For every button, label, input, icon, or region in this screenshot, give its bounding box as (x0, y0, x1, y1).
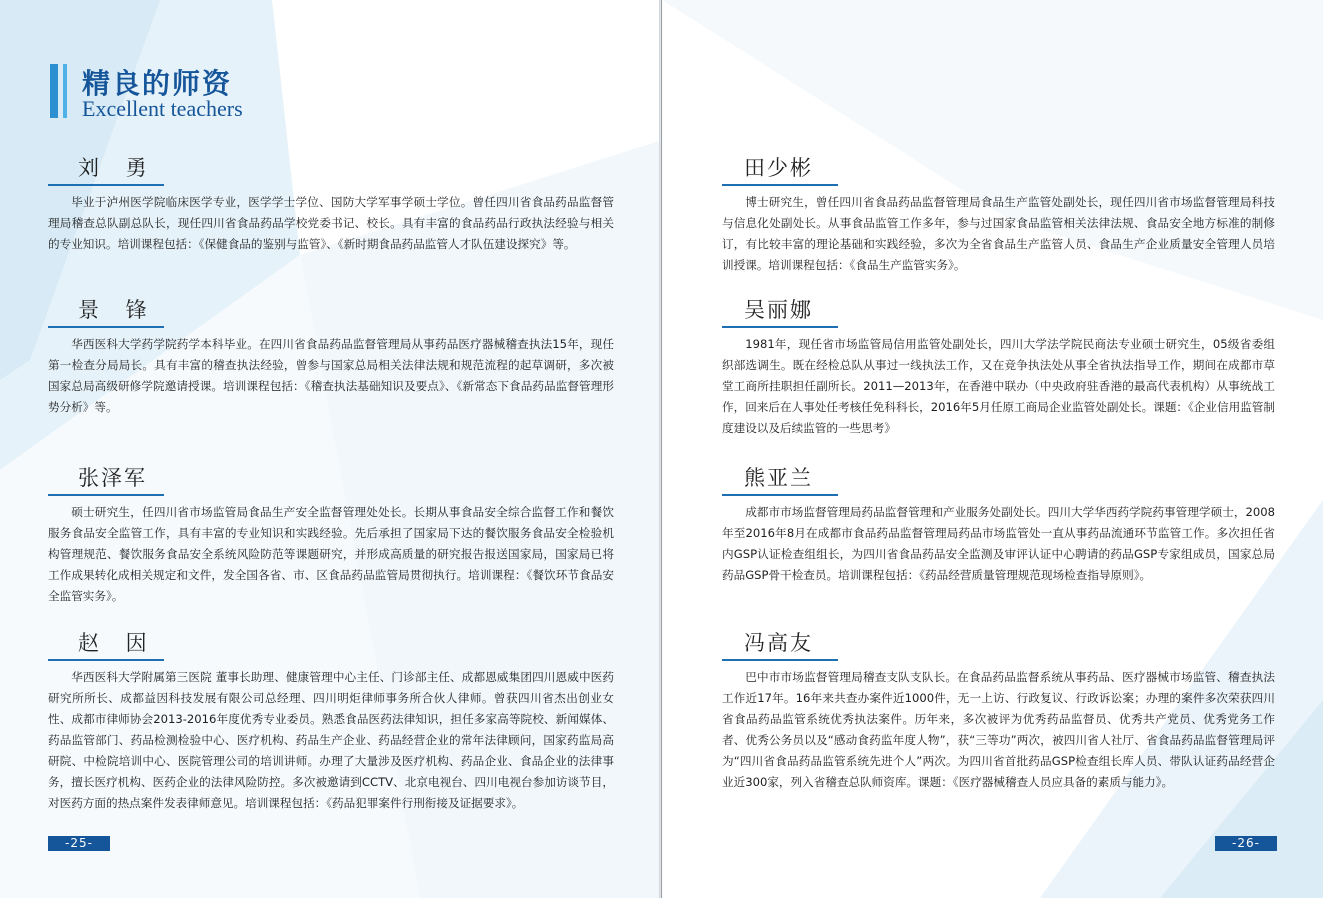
name-underline (48, 326, 164, 328)
name-underline (722, 659, 838, 661)
name-underline (48, 494, 164, 496)
teacher-name: 熊亚兰 (744, 466, 813, 490)
teacher-bio: 1981年，现任省市场监管局信用监管处副处长，四川大学法学院民商法专业硕士研究生，05级省委组织部选调生。既在经检总队从事过一线执法工作，又在竞争执法处从事全省执法指导工作，期间在成都市草堂工商所挂职担任副所长。2011—2013年，在香港中联办（中央政府驻香港的最高代表机构）从事统战工作，回来后在人事处任考核任免科科长，2016年5月任原工商局企业监管处副处长。课题：《企业信用监管制度建设以及后续监管的一些思考》 (722, 337, 1275, 435)
teacher-name: 张泽军 (78, 466, 147, 490)
teacher-bio: 巴中市市场监督管理局稽查支队支队长。在食品药品监督系统从事药品、医疗器械市场监管、稽查执法工作近17年。16年来共查办案件近1000件，无一上访、行政复议、行政诉讼案；办理的案件多次荣获四川省食品药品监管系统优秀执法案件。历年来，多次被评为优秀药品监督员、优秀共产党员、优秀党务工作者、优秀公务员以及“感动食药监年度人物”，获“三等功”两次，被四川省人社厅、省食品药品监督管理局评为“四川省食品药品监管系统先进个人”两次。为四川省首批药品GSP检查组长库人员、带队认证药品经营企业近300家，列入省稽查总队师资库。课题：《医疗器械稽查人员应具备的素质与能力》。 (722, 670, 1275, 789)
page-number: -25- (48, 836, 110, 851)
header-accent-bar-thin (63, 64, 67, 118)
name-underline (722, 326, 838, 328)
teacher-entry (48, 627, 614, 814)
teacher-entry (48, 294, 614, 418)
teacher-bio: 华西医科大学药学院药学本科毕业。在四川省食品药品监督管理局从事药品医疗器械稽查执法15年，现任第一检查分局局长。具有丰富的稽查执法经验，曾参与国家总局相关法律法规和规范流程的起草调研，多次被国家总局高级研修学院邀请授课。培训课程包括：《稽查执法基础知识及要点》、《新常态下食品药品监督管理形势分析》等。 (48, 337, 614, 414)
section-title: 精良的师资 (82, 67, 233, 100)
section-subtitle: Excellent teachers (82, 96, 243, 121)
header-accent-bar (50, 64, 58, 118)
page-number: -26- (1215, 836, 1277, 851)
name-underline (48, 184, 164, 186)
name-underline (722, 184, 838, 186)
name-underline (48, 659, 164, 661)
teacher-entry (722, 627, 1275, 793)
teacher-entry (722, 152, 1275, 276)
teacher-bio: 博士研究生，曾任四川省食品药品监督管理局食品生产监管处副处长，现任四川省市场监督管理局科技与信息化处副处长。从事食品监管工作多年，参与过国家食品监管相关法律法规、食品安全地方标准的制修订，有比较丰富的理论基础和实践经验，多次为全省食品生产监管人员、食品生产企业质量安全管理人员培训授课。培训课程包括：《食品生产监管实务》。 (722, 195, 1275, 272)
teacher-entry (48, 462, 614, 607)
teacher-entry (722, 294, 1275, 439)
teacher-name: 刘 勇 (78, 156, 157, 180)
teacher-entry (722, 462, 1275, 586)
teacher-name: 吴丽娜 (744, 298, 813, 322)
teacher-name: 冯高友 (744, 631, 813, 655)
right-page (662, 0, 1323, 898)
teacher-bio: 华西医科大学附属第三医院 董事长助理、健康管理中心主任、门诊部主任、成都恩威集团四川恩威中医药研究所所长、成都益因科技发展有限公司总经理、四川明炬律师事务所合伙人律师。曾获四川省杰出创业女性、成都市律师协会2013-2016年度优秀专业委员。熟悉食品医药法律知识，担任多家高等院校、新闻媒体、药品监管部门、药品检测检验中心、医疗机构、药品生产企业、药品经营企业的常年法律顾问，国家药监局高研院、中检院培训中心、医院管理公司的培训讲师。办理了大量涉及医疗机构、药品企业、食品企业的法律事务，擅长医疗机构、医药企业的法律风险防控。多次被邀请到CCTV、北京电视台、四川电视台参加访谈节目，对医药方面的热点案件发表律师意见。培训课程包括：《药品犯罪案件行刑衔接及证据要求》。 (48, 670, 614, 810)
teacher-bio: 成都市市场监督管理局药品监督管理和产业服务处副处长。四川大学华西药学院药事管理学硕士，2008年至2016年8月在成都市食品药品监督管理局药品市场监管处一直从事药品流通环节监管工作。多次担任省内GSP认证检查组组长，为四川省食品药品安全监测及审评认证中心聘请的药品GSP专家组成员，国家总局药品GSP骨干检查员。培训课程包括：《药品经营质量管理规范现场检查指导原则》。 (722, 505, 1275, 582)
teacher-entry (48, 152, 614, 255)
teacher-bio: 硕士研究生，任四川省市场监管局食品生产安全监督管理处处长。长期从事食品安全综合监督工作和餐饮服务食品安全监管工作，具有丰富的专业知识和实践经验。先后承担了国家局下达的餐饮服务食品安全检验机构管理规范、餐饮服务食品安全系统风险防范等课题研究，并形成高质量的研究报告报送国家局，国家局已将工作成果转化成相关规定和文件，发全国各省、市、区食品药品监管局贯彻执行。培训课程：《餐饮环节食品安全监管实务》。 (48, 505, 614, 603)
teacher-name: 景 锋 (78, 298, 157, 322)
teacher-name: 田少彬 (744, 156, 813, 180)
teacher-name: 赵 因 (78, 631, 157, 655)
name-underline (722, 494, 838, 496)
teacher-bio: 毕业于泸州医学院临床医学专业，医学学士学位、国防大学军事学硕士学位。曾任四川省食品药品监督管理局稽查总队副总队长，现任四川省食品药品学校党委书记、校长。具有丰富的食品药品行政执法经验与相关的专业知识。培训课程包括：《保健食品的鉴别与监管》、《新时期食品药品监管人才队伍建设探究》等。 (48, 195, 614, 251)
